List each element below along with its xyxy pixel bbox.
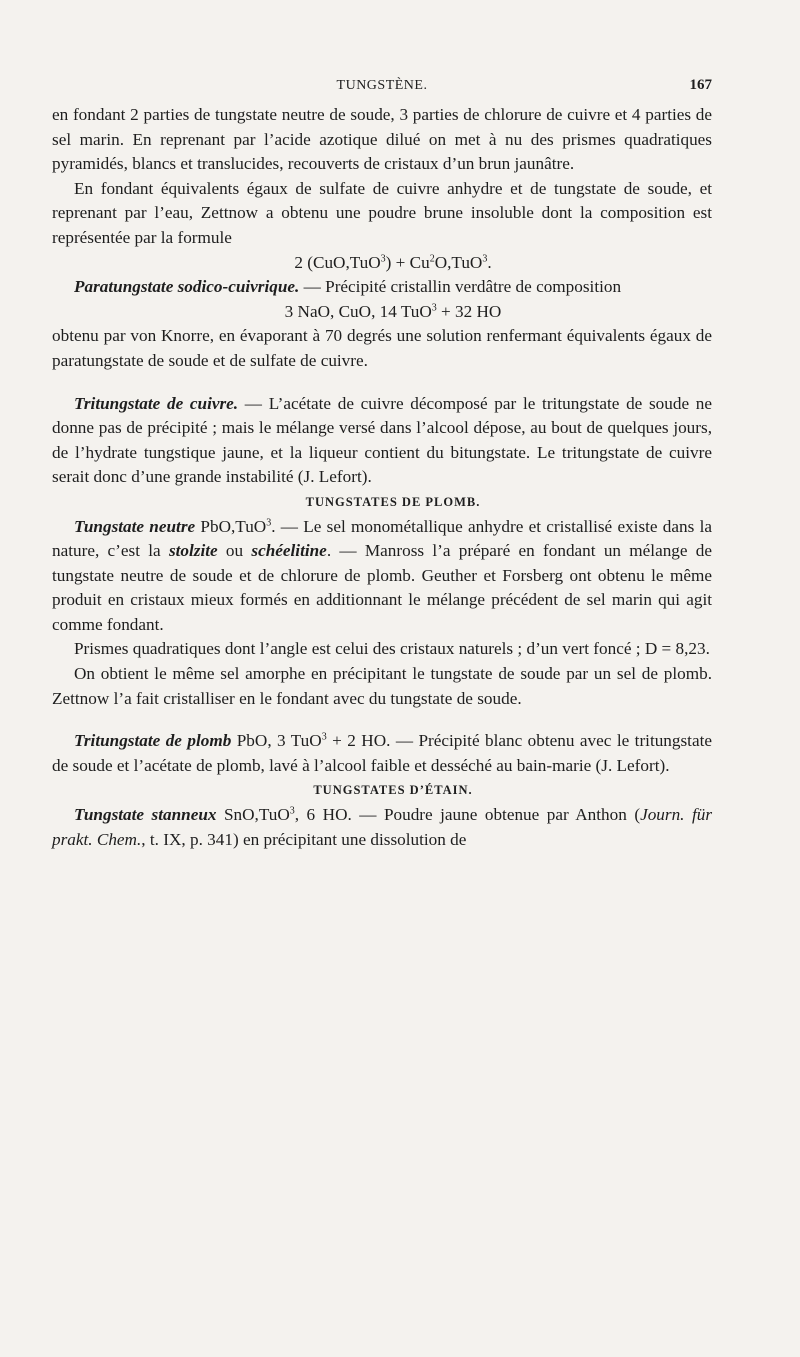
formula-1-part: . (487, 252, 492, 272)
paragraph-text: , t. IX, p. 341) en précipitant une dissolution de (141, 829, 467, 849)
page-header (52, 76, 712, 98)
formula-sup: 3 (266, 516, 272, 528)
paragraph-text: . — Manross l’a préparé en fondant un mélange de tungstate neutre de soude et de chlorure de plomb. Geuther et Forsberg ont obtenu le même produit en cristaux mieux formés en additionnant le mélange précédent de sel marin qui agit comme fondant. (52, 541, 713, 634)
mineral-name-stolzite: stolzite (168, 541, 218, 561)
formula-sup: 3 (289, 805, 295, 817)
mineral-name-scheelitine: schéelitine (251, 541, 327, 561)
formula-2 (52, 300, 712, 325)
formula-part: SnO,TuO (216, 805, 290, 825)
formula-2-part: + 32 HO (436, 301, 502, 321)
paragraph-tritungstate-plomb (52, 729, 712, 778)
paragraph-2-text: En fondant équivalents égaux de sulfate de cuivre anhydre et de tungstate de soude, et reprenant par l’eau, Zettnow a obtenu une poudre brune insoluble dont la composition est représentée par la formule (52, 178, 712, 247)
formula-part: , 6 HO (294, 805, 348, 825)
paragraph-1: en fondant 2 parties de tungstate neutre de soude, 3 parties de chlorure de cuivre et 4 parties de sel marin. En reprenant par l’acide azotique dilué on met à nu des prismes quadratiques pyramidés, blancs et translucides, recouverts de cristaux d’un brun jaunâtre. (52, 105, 712, 174)
formula-part: + 2 HO (326, 731, 387, 751)
paragraph-text: — L’acétate de cuivre décomposé par le tritungstate de soude ne donne pas de précipité ; mais le mélange versé dans l’alcool dépose, au bout de quelques jours, de l’hydrate tungstique jaune, et la liqueur contient du bitungstate. Le tritungstate de cuivre serait donc d’une grande instabilité (J. Lefort). (52, 393, 713, 487)
paragraph-7: Prismes quadratiques dont l’angle est celui des cristaux naturels ; d’un vert foncé ; D = 8,23. (74, 639, 710, 659)
paragraph-text: . — Précipité blanc obtenu avec le tritungstate de soude et l’acétate de plomb, lavé à l’alcool faible et desséché au bain-marie (J. Lefort). (52, 731, 712, 775)
section-title-tritungstate-cuivre: Tritungstate de cuivre. (74, 393, 239, 413)
paragraph-tritungstate-cuivre (52, 392, 712, 490)
section-title-paratungstate: Paratungstate sodico-cuivrique. (74, 277, 300, 297)
paragraph-paratungstate (52, 275, 712, 300)
page-number: 167 (689, 77, 712, 93)
paragraph-4: obtenu par von Knorre, en évaporant à 70 degrés une solution renfermant équivalents égaux de paratungstate de soude et de sulfate de cuivre. (52, 326, 712, 370)
journal-citation: Journ. für prakt. Chem. (52, 805, 713, 849)
formula-1 (52, 251, 712, 276)
section-title-tritungstate-plomb: Tritungstate de plomb (74, 731, 232, 751)
formula-1-sup: 3 (380, 252, 386, 264)
paragraph-text: . — Poudre jaune obtenue par Anthon ( (347, 805, 641, 825)
paragraph-text: — Précipité cristallin verdâtre de composition (299, 277, 622, 297)
formula-part: PbO, 3 TuO (231, 731, 322, 751)
formula-1-part: ) + Cu (385, 252, 430, 272)
formula-2-part: 3 NaO, CuO, 14 TuO (284, 301, 432, 321)
paragraph-text: . — Le sel monométallique anhydre et cristallisé existe dans la nature, c’est la (52, 516, 712, 561)
formula-2-sup: 3 (431, 302, 437, 314)
running-title: TUNGSTÈNE. (336, 78, 428, 93)
body-text (52, 103, 712, 852)
formula-1-sup: 2 (429, 252, 435, 264)
paragraph-8: On obtient le même sel amorphe en précipitant le tungstate de soude par un sel de plomb. Zettnow l’a fait cristalliser en le fondant avec du tungstate de soude. (52, 664, 712, 708)
paragraph-text: ou (217, 541, 252, 561)
formula-1-part: O,TuO (434, 252, 483, 272)
formula-sup: 3 (321, 731, 327, 743)
paragraph-tungstate-neutre (52, 515, 712, 638)
formula-1-sup: 3 (482, 252, 488, 264)
formula-part: PbO,TuO (195, 516, 267, 536)
paragraph-2 (52, 177, 712, 251)
section-title-tungstate-neutre: Tungstate neutre (74, 516, 196, 536)
paragraph-tungstate-stanneux (52, 803, 712, 852)
section-title-tungstate-stanneux: Tungstate stanneux (74, 805, 217, 825)
heading-tungstates-plomb: TUNGSTATES DE PLOMB. (305, 494, 481, 509)
heading-tungstates-etain: TUNGSTATES D’ÉTAIN. (313, 783, 473, 798)
formula-1-part: 2 (CuO,TuO (294, 252, 381, 272)
